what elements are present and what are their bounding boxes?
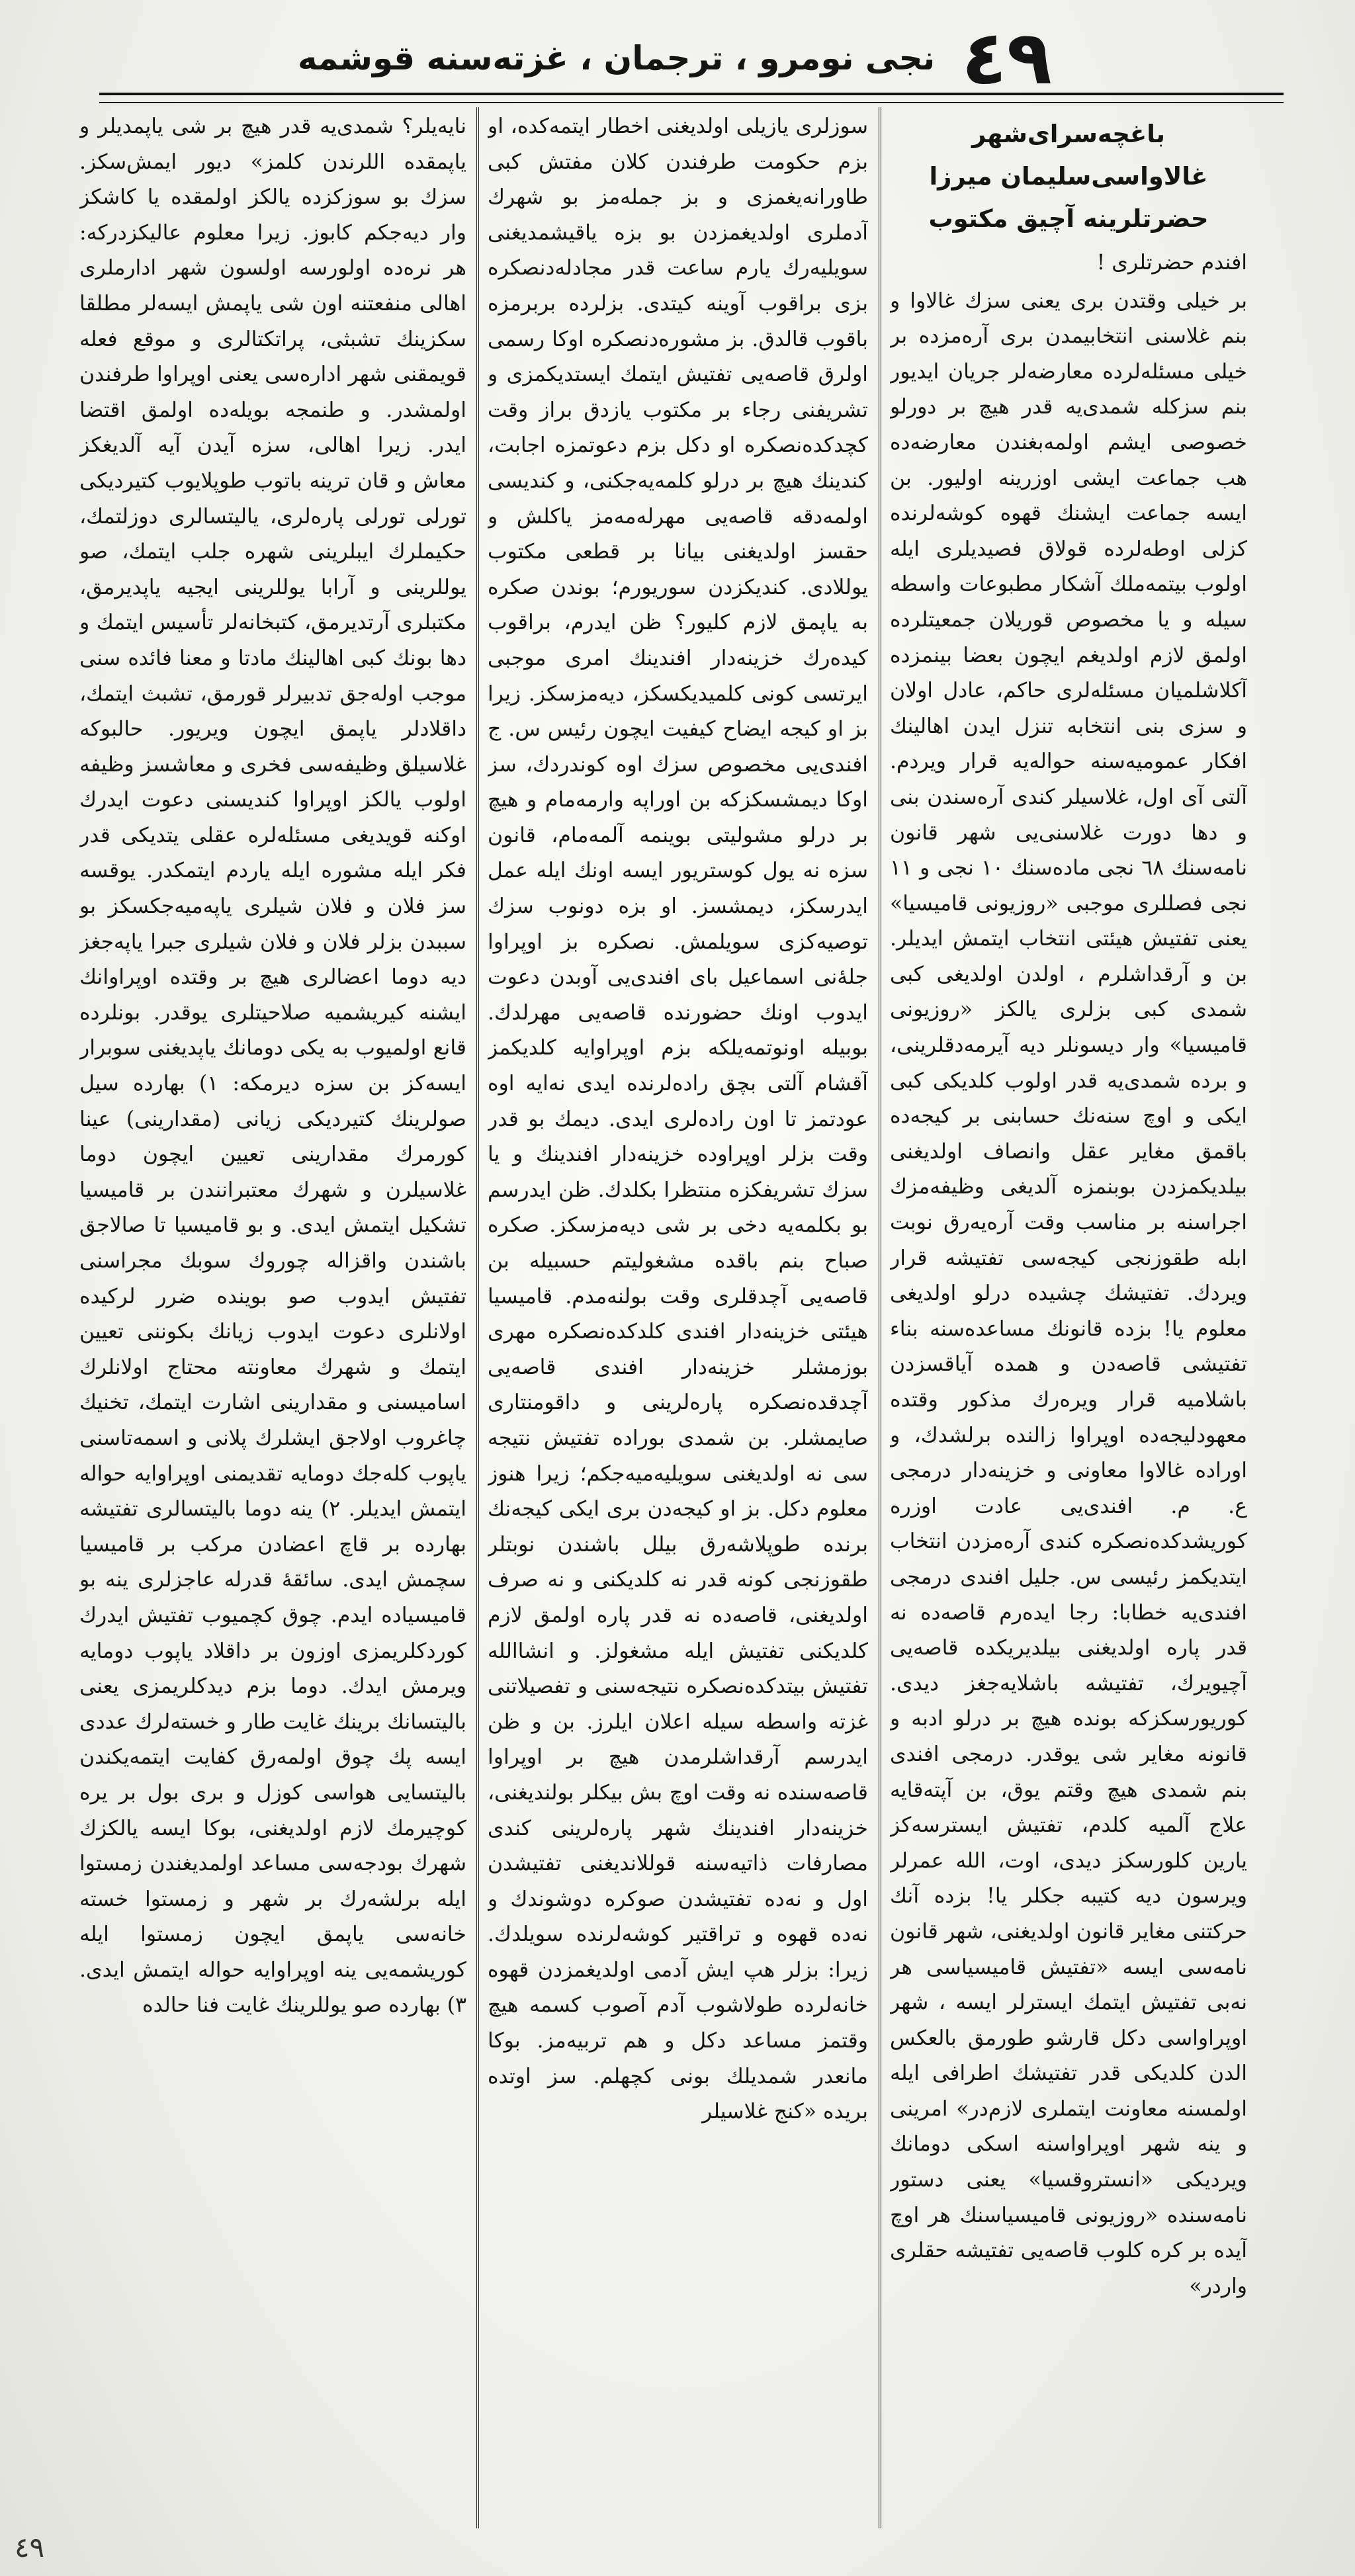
column-left-text: نایه‌یلر؟ شمدی‌یه قدر هیچ بر شی یاپمدیلر و یاپمقده اللرندن کلمز» دیور ایمش‌سکز. سزك بو سوزکزده یالکز اولمقده یا کاشکز وار دیه‌جکم کابوز. زیرا معلوم عالیکزدرکه: هر نره‌ده اولورسه اولسون شهر ادارملری اهالی منفعتنه اون شی یاپمش ایسه‌لر مطلقا سکزینك تشبثی، پراتکتالری و موقع فعله قویمقنی شهر اداره‌سی یعنی اوپراوا طرفندن اولمشدر. و طنمجه بویله‌ده اولمق اقتضا ایدر. زیرا اهالی، سزه آیدن آیه آلدیغکز معاش و قان ترینه باتوب طوپلایوب کتیردیکی تورلی تورلی پاره‌لری، یالیتسالری دوزلتمك، حکیملرك ایبلرینی شهره جلب ایتمك، صو یوللرینی و آرابا یوللرینی ایجیه یاپدیرمق، مکتبلری آرتدیرمق، کتبخانه‌لر تأسیس ایتمك و دها بونك کبی اهالینك مادتا و معنا فائده سنی موجب اوله‌جق تدبیرلر قورمق، تشبث ایتمك، داقلادلر یاپمق ایچون ویریور. حالبوکه غلاسیلق وظیفه‌سی فخری و معاشسز وظیفه اولوب یالکز اوپراوا کندیسنی دعوت ایدرك اوکنه قویدیغی مسئله‌لره عقلی یتدیکی قدر فکر ایله مشوره ایله یاردم ایتمکدر. یوقسه سز فلان و فلان شیلری یاپه‌میه‌جکسکز بو سببدن بزلر فلان و فلان شیلری جبرا یاپه‌جغز دیه دوما اعضالری هیچ بر وقتده اوپراوانك ایشنه کیریشمیه صلاحیتلری یوقدر. بونلرده قانع اولمیوب به یکی دومانك یاپدیغنی سوبرار ایسه‌کز بن سزه دیرمکه: ١) بهارده سیل صولرینك کتیردیکی زیانی (مقدارینی) عینا کورمرك مقدارینی تعیین ایچون دوما غلاسیلرن و شهرك معتبرانندن بر قامیسیا تشکیل ایتمش ایدی. و بو قامیسیا تا صالاجق باشندن واقزاله چوروك سوبك مجراسنی تفتیش ایدوب صو بوینده ضرر لرکیده اولانلری دعوت ایدوب زیانك بکوننی تعیین ایتمك و شهرك معاونته محتاج اولانلرك اسامیسنی و مقدارینی اشارت ایتمك، تخنیك چاغروب اولاجق ایشلرك پلانی و اسمه‌تاسنی یاپوب کله‌جك دومایه تقدیمنی اوپراوایه حواله ایتمش ایدیلر. ٢) ینه دوما بالیتسالری تفتیشه بهارده بر قاچ اعضادن مرکب بر قامیسیا سچمش ایدی. سائقهٔ قدرله عاجزلری ینه بو قامیسیاده ایدم. چوق کچمیوب تفتیش ایدرك کوردکلریمزی اوزون بر داقلاد یاپوب دومایه ویرمش ایدك. دوما بزم دیدکلریمزی یعنی بالیتسانك برینك غایت طار و خسته‌لرك عددی ایسه پك چوق اولمه‌رق کفایت ایتمه‌یکندن بالیتسایی هواسی کوزل و بری بول بر یره کوچیرمك لازم اولدیغنی، بوکا ایسه یالکزك شهرك بودجه‌سی مساعد اولمدیغندن زمستوا ایله برلشه‌رك بر شهر و زمستوا خسته خانه‌سی یاپمق ایچون زمستوا ایله کوریشمه‌یی ینه اوپراوایه حواله ایتمش ایدی. ٣) بهارده صو یوللرینك غایت فنا حالده <box>79 114 466 2018</box>
column-divider-left <box>476 107 479 2528</box>
column-right-text: بر خیلی وقتدن بری یعنی سزك غالاوا و بنم غلاسنی انتخابیمدن بری آره‌مزده بر خیلی مسئله‌لرده معارضه‌لر جریان ایدیور بنم سزکله شمدی‌یه قدر هیچ بر دورلو خصوصی ایشم اولمه‌بغندن معارضه‌ده هب جماعت ایشی اوزرینه اولیور. بن ایسه جماعت ایشنك قهوه کوشه‌لرنده کزلی اوطه‌لرده قولاق فصیدیلری ایله اولوب بیتمه‌ملك آشکار مطبوعات واسطه سیله و یا مخصوص قوریلان جمعیتلرده اولمق لازم اولدیغم ایچون بعضا بینمزده آکلاشلمیان مسئله‌لری حاکم، عادل اولان و سزی بنی انتخابه تنزل ایدن اهالینك افکار عمومیه‌سنه حواله‌یه قرار ویردم. آلتی آی اول، غلاسیلر کندی آره‌سندن بنی و دها دورت غلاسنی‌یی شهر قانون نامه‌سنك ٦٨ نجی ماده‌سنك ١٠ نجی و ١١ نجی فصللری موجبی «روزیونی قامیسیا» یعنی تفتیش هیئتی انتخاب ایتمش ایدیلر. بن و آرقداشلرم ، اولدن اولدیغی کبی شمدی کبی بزلری یالکز «روزیونی قامیسیا» وار دیسونلر دیه آیرمه‌دقلرینی، و برده شمدی‌یه قدر اولوب کلدیکی کبی ایکی و اوچ سنه‌نك حسابنی بر کیجه‌ده باقمق مغایر عقل وانصاف اولدیغنی بیلدیکمزدن بوبنمزه آلدیغی وظیفه‌مزك اجراسنه بر مناسب وقت آره‌یه‌رق نوبت ابله طقوزنجی کیجه‌سی تفتیشه قرار ویردك. تفتیشك چشیده درلو اولدیغی معلوم یا! بزده قانونك مساعده‌سنه بناء تفتیشی قاصه‌دن و همده آیاقسزدن باشلامیه قرار ویره‌رك مذکور وقتده معهودلیجه‌ده اوپراوا زالنده برلشدك، و اوراده غالاوا معاونی و خزینه‌دار درمجی ع. م. افندی‌یی عادت اوزره کوریشدکده‌نصکره کندی آره‌مزدن انتخاب ایتدیکمز رئیسی س. جلیل افندی درمجی افندی‌یه خطابا: رجا ایده‌رم قاصه‌ده نه قدر پاره اولدیغنی بیلدیریکده قاصه‌یی آچیویرك، تفتیشه باشلایه‌جغز دیدی. کوریورسکزکه بونده هیچ بر درلو ادبه و قانونه مغایر شی یوقدر. درمجی افندی بنم شمدی هیچ وقتم یوق، بن آپته‌قایه علاج آلمیه کلدم، تفتیش ایسترسه‌کز یارین کلورسکز دیدی، اوت، الله عمرلر ویرسون دیه کتیبه جکلر یا! بزده آنك حرکتنی مغایر قانون اولدیغنی، شهر قانون نامه‌سی ایسه «تفتیش قامیسیاسی هر نه‌بی تفتیش ایتمك ایسترلر ایسه ، شهر اوپراواسی دکل قارشو طورمق بالعکس الدن کلدیکی قدر تفتیشك اطرافی ایله اولمسنه معاونت ایتملری لازم‌در» امرینی و ینه شهر اوپراواسنه اسکی دومانك ویردیکی «انستروقسیا» یعنی دستور نامه‌سنده «روزیونی قامیسیاسنك هر اوچ آیده بر کره کلوب قاصه‌یی تفتیشه حقلری واردر» <box>890 288 1247 2298</box>
letter-title: باغچه‌سرای‌شهر غالاواسی‌سلیمان میرزا حضرتلرینه آچیق مکتوب <box>928 120 1209 233</box>
masthead-title: نجی نومرو ، ترجمان ، غزته‌سنه قوشمه <box>297 39 936 77</box>
column-middle-text: سوزلری یازیلی اولدیغنی اخطار ایتمه‌کده، او بزم حکومت طرفندن کلان مفتش کبی طاورانه‌یغمزی و بز جمله‌مز بو شهرك آدملری اولدیغمزدن بو بزه یاقیشمدیغنی سویلیه‌رك یارم ساعت قدر مجادله‌دنصکره بزی براقوب آوینه کیتدی. بزلرده بربرمزه باقوب قالدق. بز مشوره‌دنصکره اوکا رسمی اولرق قاصه‌یی تفتیش ایتمك ایستدیکمزی و تشریفنی رجاء بر مکتوب یازدق براز وقت کچدکده‌نصکره او دکل بزم دعوتمزه اجابت، کندینك هیچ بر درلو کلمه‌یه‌جکنی، و کندیسی اولمه‌دقه قاصه‌یی مهرله‌مه‌مز یاکلش و حقسز اولدیغنی بیانا بر قطعی مکتوب یوللادی. کندیکزدن سوریورم؛ بوندن صکره به یاپمق لازم کلیور؟ ظن ایدرم، براقوب کیده‌رك خزینه‌دار افندینك امری موجبی ایرتسی کونی کلمیدیکسکز، دیه‌مزسکز. زیرا بز او کیجه ایضاح کیفیت ایچون رئیس س. ج افندی‌یی مخصوص سزك اوه کوندردك، سز اوکا دیمشسکزکه بن اوراپه وارمه‌مام و هیچ بر درلو مشولیتی بوینمه آلمه‌مام، قانون سزه نه یول کوستریور ایسه اونك ایله عمل ایدرسکز، دیمشسز. او بزه دونوب سزك توصیه‌کزی سویلمش. نصکره بز اوپراوا جلهٔ‌نی اسماعیل بای افندی‌یی آوبدن دعوت ایدوب اونك حضورنده قاصه‌یی مهرلدك. بوبیله اونوتمه‌یلکه بزم اوپراوایه کلدیکمز آقشام آلتی بچق راده‌لرنده ایدی نه‌ایه اوه عودتمز تا اون راده‌لری ایدی. دیمك بو قدر وقت بزلر اوپراوده خزینه‌دار افندینك و یا سزك تشریفکزه منتظرا بکلدك. ظن ایدرسم بو بکلمه‌یه دخی بر شی دیه‌مزسکز. صکره صباح بنم باقده مشغولیتم حسبیله بن قاصه‌یی آچدقلری وقت بولنه‌مدم. قامیسیا هیئتی خزینه‌دار افندی کلدکده‌نصکره مهری بوزمشلر خزینه‌دار افندی قاصه‌یی آچدقده‌نصکره پاره‌لرینی و داقومنتاری صایمشلر. بن شمدی بوراده تفتیش نتیجه سی نه اولدیغنی سویلیه‌میه‌جکم؛ زیرا هنوز معلوم دکل. بز او کیجه‌دن بری ایکی کیجه‌نك برنده طوپلاشه‌رق بیلل باشندن نوبتلر طقوزنجی کونه قدر نه کلدیکنی و نه صرف اولدیغنی، قاصه‌ده نه قدر پاره اولمق لازم کلدیکنی تفتیش ایله مشغولز. و انشاالله تفتیش بیتدکده‌نصکره نتیجه‌سنی و تفصیلاتنی غزته واسطه سیله اعلان ایلرز. بن و ظن ایدرسم آرقداشلرمدن هیچ بر اوپراوا قاصه‌سنده نه وقت اوچ بش بیکلر بولندیغنی، خزینه‌دار افندینك شهر پاره‌لرینی کندی مصارفات ذاتیه‌سنه قوللاندیغنی تفتیشدن اول و نه‌ده تفتیشدن صوکره دوشوندك و نه‌ده قهوه و تراقتیر کوشه‌لرنده سویلدك. زیرا: بزلر هپ ایش آدمی اولدیغمزدن قهوه خانه‌لرده طولاشوب آدم آصوب کسمه هیچ وقتمز مساعد دکل و هم تربیه‌مز. بوکا مانعدر شمدیلك بونی کچهلم. سز اوتده بریده «کنج غلاسیلر <box>488 114 868 2124</box>
column-right <box>890 109 1247 2517</box>
issue-number: ٤٩ <box>961 15 1053 101</box>
column-middle <box>488 109 868 2517</box>
column-divider-right <box>879 107 881 2528</box>
page-folio: ٤٩ <box>15 2531 45 2563</box>
masthead <box>99 15 1250 101</box>
header-rule <box>99 93 1284 103</box>
column-left <box>79 109 466 2517</box>
letter-salutation: افندم حضرتلری ! <box>1096 251 1247 275</box>
